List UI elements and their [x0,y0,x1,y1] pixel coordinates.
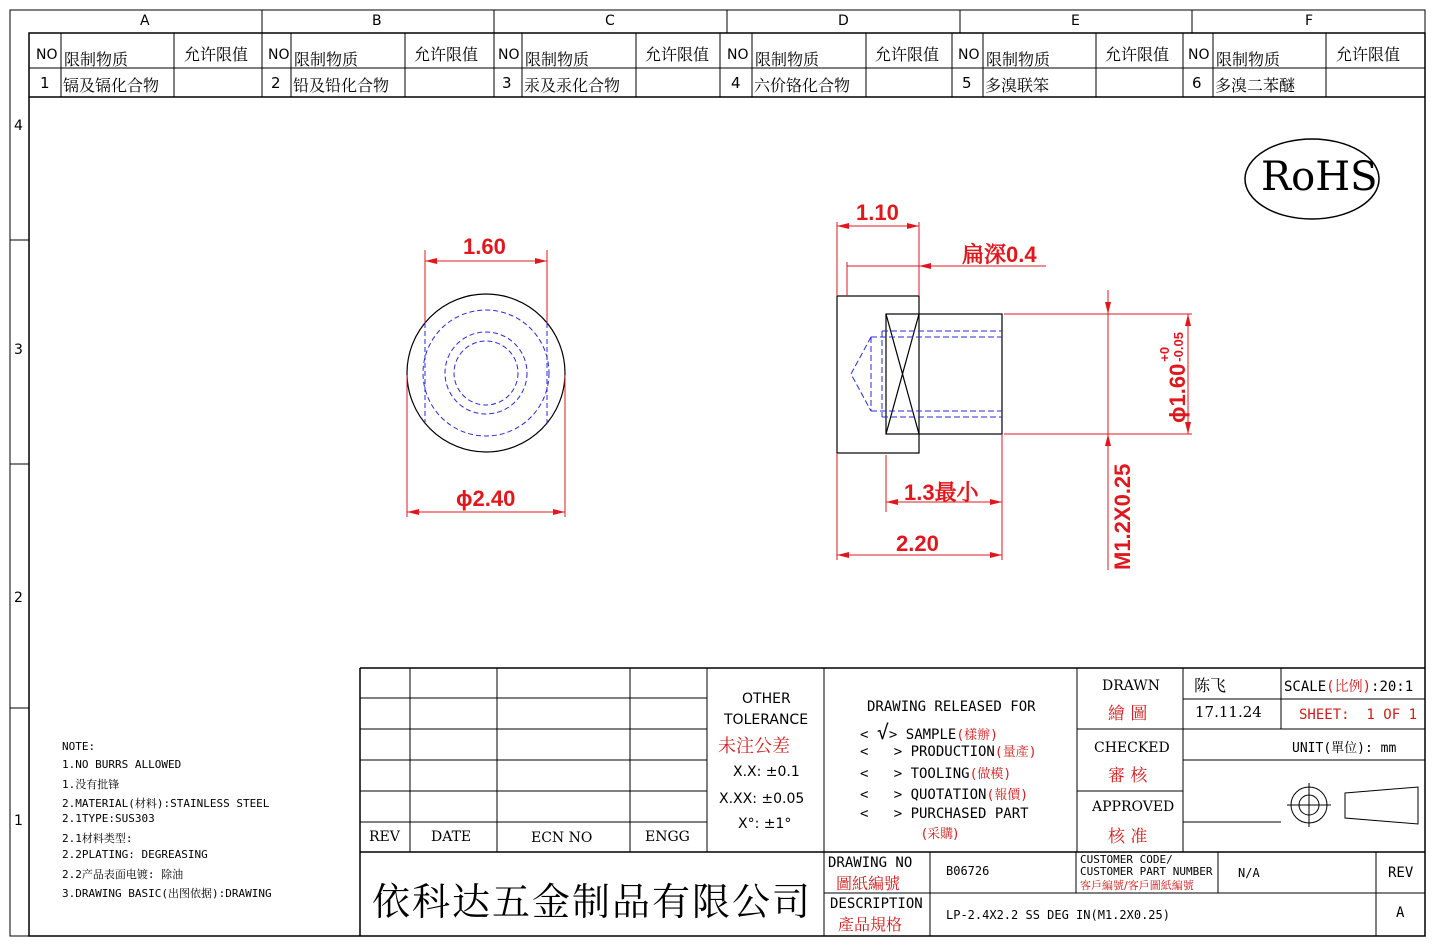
front-view [407,250,565,517]
tolerance-title-1: OTHER [742,691,791,707]
approved-label: APPROVED [1092,799,1175,815]
approved-label-cn: 核 准 [1108,827,1148,847]
item-no: 3 [502,74,512,92]
company-name: 依科达五金制品有限公司 [372,880,813,924]
item-substance: 六价铬化合物 [754,76,851,95]
rohs-logo: RoHS [1261,154,1378,200]
header-no: NO [268,47,290,63]
zone-number-2: 2 [14,590,23,606]
check-mark-icon: √ [876,720,889,744]
drawing-no-label-cn: 圖紙編號 [836,874,901,893]
release-option-cn: (量產) [994,745,1037,760]
release-title: DRAWING RELEASED FOR [867,699,1036,715]
engg-header: ENGG [645,829,690,845]
item-substance: 镉及镉化合物 [63,76,160,95]
customer-code: N/A [1238,866,1260,880]
unit-label-cn: (單位) [1323,741,1365,756]
header-substance: 限制物质 [64,50,129,69]
release-option-label: PURCHASED PART [910,806,1029,822]
tolerance-angle: X°: ±1° [738,816,792,832]
item-substance: 汞及汞化合物 [524,76,621,95]
tolerance-title-cn: 未注公差 [718,736,790,757]
note-line: 2.2产品表面电镀: 除油 [62,868,184,881]
header-limit: 允许限值 [875,45,940,64]
note-line: 2.MATERIAL(材料):STAINLESS STEEL [62,797,270,810]
release-option-tooling[interactable]: < > TOOLING(做模) [860,766,1012,782]
zone-number-4: 4 [14,118,23,134]
dimension-diameter-240: ϕ2.40 [456,486,516,511]
drawing-no: B06726 [946,864,990,878]
description-label-cn: 產品規格 [838,915,903,934]
ecn-header: ECN NO [531,830,593,846]
zone-letter-c: C [605,13,615,29]
dimension-flat-depth: 扁深0.4 [962,242,1037,267]
header-no: NO [727,47,749,63]
note-line: 2.2PLATING: DEGREASING [62,848,208,861]
note-line: 3.DRAWING BASIC(出图依据):DRAWING [62,887,272,900]
zone-letter-a: A [140,13,150,29]
item-no: 4 [731,74,741,92]
tolerance-lower: -0.05 [1171,332,1186,362]
drawn-label: DRAWN [1102,678,1160,694]
header-no: NO [958,47,980,63]
rev-header: REV [369,829,400,845]
header-no: NO [498,47,520,63]
customer-code-label-1: CUSTOMER CODE/ [1080,853,1173,866]
release-option-cn: (采購) [922,827,959,842]
dimension-13-min: 1.3最小 [904,480,979,505]
date-header: DATE [431,829,472,845]
header-limit: 允许限值 [645,45,710,64]
release-option-sample[interactable]: < √> SAMPLE(樣辦) [860,720,998,744]
drawn-label-cn: 繪 圖 [1108,704,1148,724]
drawing-no-label: DRAWING NO [828,855,913,871]
header-no: NO [36,47,58,63]
dimension-110: 1.10 [856,200,899,225]
side-view [837,222,1192,570]
release-option-cn: (樣辦) [956,728,998,743]
tolerance-two-decimal: X.XX: ±0.05 [719,791,805,807]
note-line: 2.1材料类型: [62,832,133,845]
header-limit: 允许限值 [1336,45,1401,64]
sheet-number: SHEET: 1 OF 1 [1299,707,1418,723]
rev-label: REV [1388,865,1414,881]
tolerance-one-decimal: X.X: ±0.1 [733,764,800,780]
header-substance: 限制物质 [525,50,590,69]
release-option-cn: (報價) [986,788,1029,803]
customer-code-label-2: CUSTOMER PART NUMBER [1080,865,1213,878]
release-option-purchased[interactable]: < > PURCHASED PART [860,806,1029,822]
item-substance: 多溴联笨 [985,76,1050,95]
zone-letter-e: E [1071,13,1080,29]
dimension-160: 1.60 [463,234,506,259]
dimension-thread: M1.2X0.25 [1110,463,1135,570]
release-option-label: TOOLING [910,766,970,782]
header-substance: 限制物质 [986,50,1051,69]
note-line: 1.NO BURRS ALLOWED [62,758,182,771]
zone-number-1: 1 [14,813,23,829]
header-substance: 限制物质 [294,50,359,69]
unit [1292,737,1396,756]
checked-label: CHECKED [1094,740,1170,756]
release-option-quotation[interactable]: < > QUOTATION(報價) [860,787,1029,803]
item-no: 5 [962,74,972,92]
dimension-diameter-160: ϕ1.60 [1165,363,1190,423]
zone-number-3: 3 [14,342,23,358]
zone-letter-b: B [372,13,382,29]
release-option-label: SAMPLE [905,727,957,743]
projection-symbol [1287,783,1418,827]
description: LP-2.4X2.2 SS DEG IN(M1.2X0.25) [946,908,1170,922]
item-no: 2 [271,74,281,92]
drawn-date: 17.11.24 [1195,703,1262,721]
tolerance-upper: +0 [1157,346,1172,362]
description-label: DESCRIPTION [830,896,923,912]
header-limit: 允许限值 [414,45,479,64]
checked-label-cn: 審 核 [1108,766,1148,786]
scale-value: :20:1 [1371,679,1414,695]
dimension-diameter-tolerance [1157,324,1191,423]
release-option-label: QUOTATION [910,787,987,803]
rev-value: A [1396,905,1405,921]
scale-label-cn: (比例) [1326,679,1372,695]
release-option-cn: (做模) [969,767,1012,782]
scale-label: SCALE [1284,679,1327,695]
release-option-production[interactable]: < > PRODUCTION(量產) [860,744,1037,760]
zone-letter-d: D [838,13,849,29]
note-line: 1.没有批锋 [62,778,120,791]
zone-letter-f: F [1305,13,1314,29]
tolerance-title-2: TOLERANCE [724,712,809,728]
header-substance: 限制物质 [755,50,820,69]
unit-label: UNIT [1292,741,1324,756]
header-limit: 允许限值 [1105,45,1170,64]
header-substance: 限制物质 [1216,50,1281,69]
note-line: NOTE: [62,740,96,753]
header-limit: 允许限值 [184,45,249,64]
unit-value: : mm [1364,741,1397,756]
release-option-label: PRODUCTION [910,744,995,760]
item-substance: 多溴二苯醚 [1215,76,1296,95]
customer-code-label-cn: 客戶編號/客戶圖紙編號 [1080,879,1194,892]
item-no: 1 [40,74,50,92]
item-no: 6 [1192,74,1202,92]
scale [1284,676,1413,696]
dimension-220: 2.20 [896,531,939,556]
note-line: 2.1TYPE:SUS303 [62,812,155,825]
drawn-name: 陈飞 [1194,676,1227,695]
item-substance: 铅及铅化合物 [293,76,390,95]
header-no: NO [1188,47,1210,63]
